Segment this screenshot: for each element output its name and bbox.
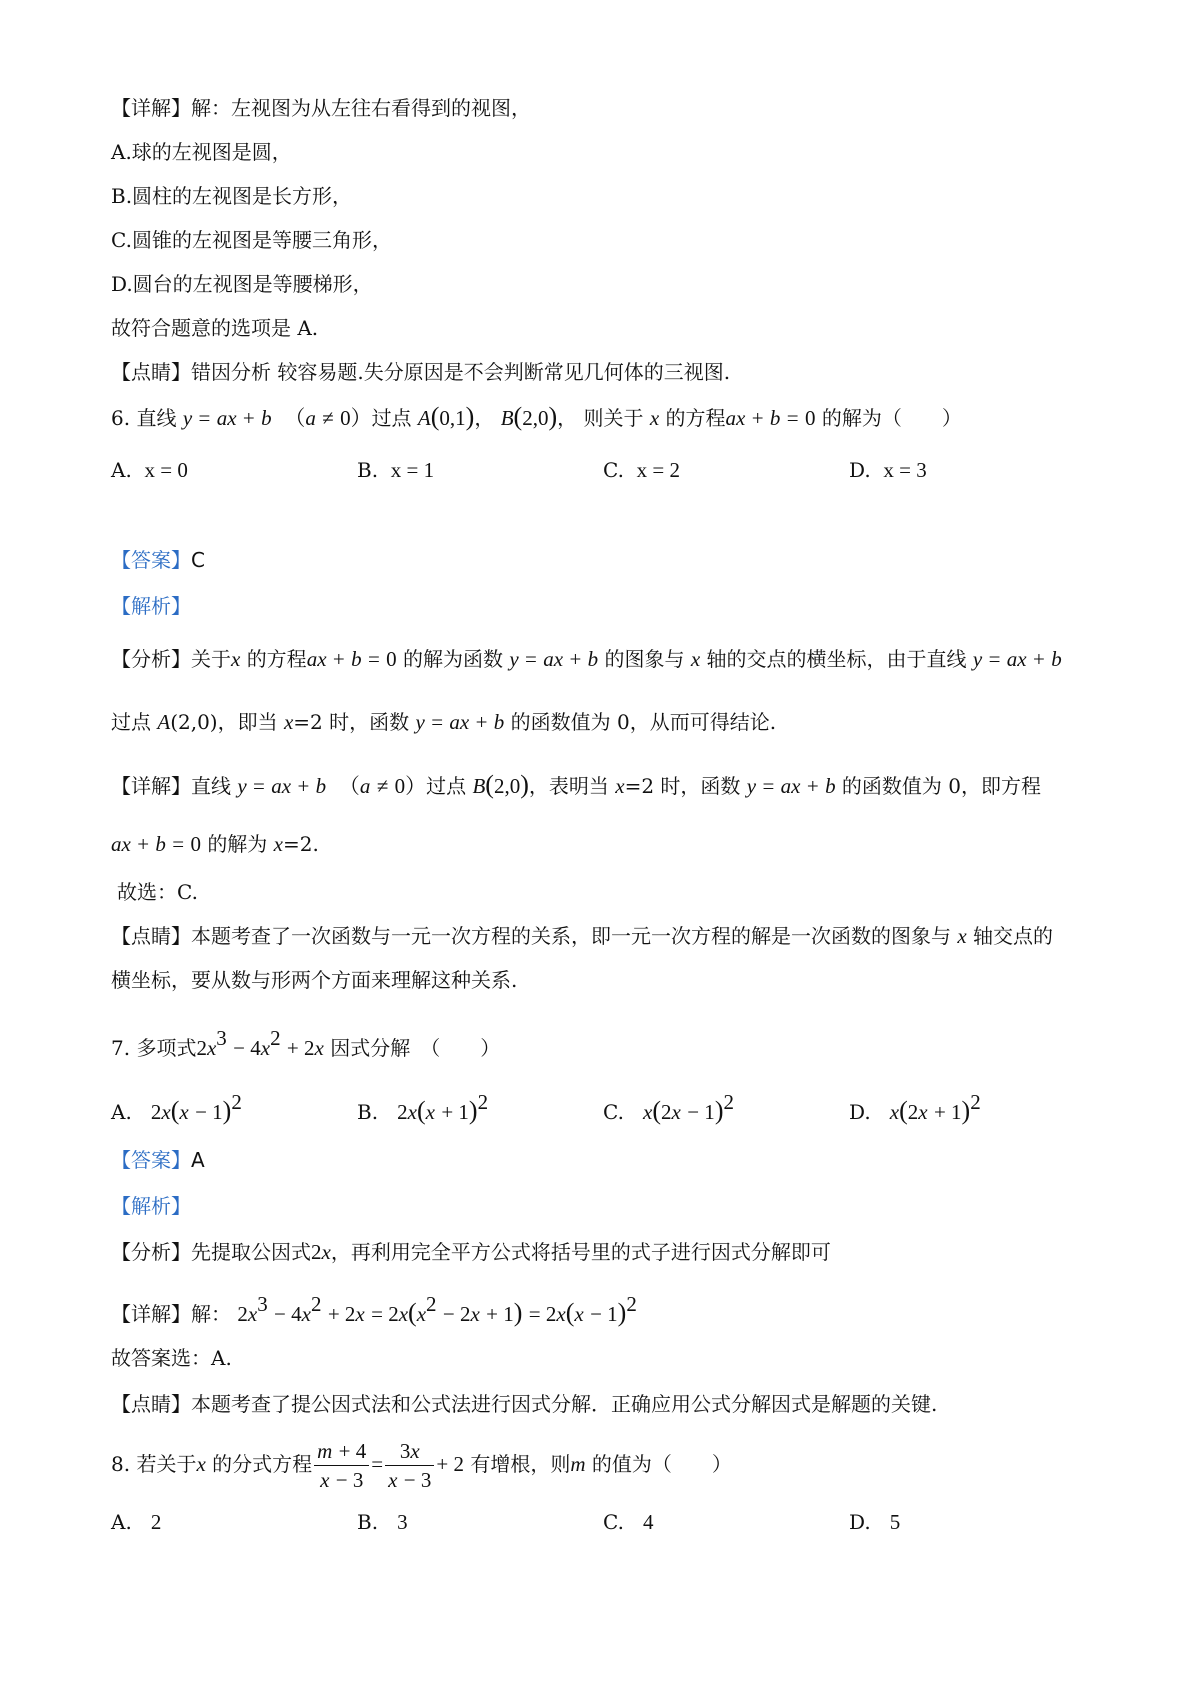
q7-answer: 【答案】A [111,1148,205,1172]
prev-comment: 【点睛】错因分析 较容易题.失分原因是不会判断常见几何体的三视图. [111,360,731,384]
q6-detail-line2: ax + b = 0 的解为 x=2. [111,832,319,856]
q8-option-a: A. 2 [111,1510,162,1534]
q6-stem: 6. 直线 y = ax + b （a ≠ 0）过点 A(0,1)， B(2,0)， 则关于 x 的方程ax + b = 0 的解为（ ） [111,402,962,431]
q7-analysis-label: 【解析】 [111,1194,191,1218]
q7-choose: 故答案选：A. [111,1346,232,1370]
q6-detail-line1: 【详解】直线 y = ax + b （a ≠ 0）过点 B(2,0)，表明当 x=2 时，函数 y = ax + b 的函数值为 0，即方程 [111,770,1042,799]
q7-option-c: C. $x(2x - 1)^2$ [603,1090,734,1125]
q8-option-c: C. 4 [603,1510,654,1534]
q8-fraction-left: $\frac{m + 4}{x - 3}$ [314,1438,369,1493]
q6-option-b: B. x = 1 [357,458,435,482]
q6-option-c: C. x = 2 [603,458,681,482]
q7-detail: 【详解】解： $2x^3 - 4x^2 + 2x = 2x(x^2 - 2x + 1) = 2x(x - 1)^2$ [111,1292,637,1327]
q6-analysis-line1: 【分析】关于x 的方程ax + b = 0 的解为函数 y = ax + b 的图象与 x 轴的交点的横坐标，由于直线 y = ax + b [111,647,1062,671]
q8-stem: 8. 若关于x 的分式方程 $\frac{m + 4}{x - 3}$ = $\frac{3x}{x - 3}$ + 2 有增根，则m 的值为（ ） [111,1439,732,1492]
q6-option-a: A. x = 0 [111,458,188,482]
q6-analysis-line2: 过点 A(2,0)，即当 x=2 时，函数 y = ax + b 的函数值为 0，从而可得结论. [111,710,777,734]
prev-conclusion: 故符合题意的选项是 A. [111,316,319,340]
q7-stem: 7. 多项式$2x^3 - 4x^2 + 2x$ 因式分解 （ ） [111,1026,501,1060]
prev-option-c: C.圆锥的左视图是等腰三角形， [111,228,392,252]
q7-option-a: A. $2x(x - 1)^2$ [111,1090,242,1125]
q6-analysis-label: 【解析】 [111,594,191,618]
q6-option-d: D. x = 3 [849,458,927,482]
q8-option-d: D. 5 [849,1510,901,1534]
prev-option-b: B.圆柱的左视图是长方形， [111,184,353,208]
q7-comment: 【点睛】本题考查了提公因式法和公式法进行因式分解．正确应用公式分解因式是解题的关键. [111,1392,938,1416]
q6-number: 6. [111,406,131,430]
q7-analysis: 【分析】先提取公因式2x，再利用完全平方公式将括号里的式子进行因式分解即可 [111,1240,831,1264]
q6-choose: 故选：C. [117,880,198,904]
prev-detail: 【详解】解：左视图为从左往右看得到的视图， [111,96,531,120]
q7-option-d: D. $x(2x + 1)^2$ [849,1090,981,1125]
q7-option-b: B. $2x(x + 1)^2$ [357,1090,489,1125]
prev-option-a: A.球的左视图是圆， [111,140,292,164]
q6-comment-line2: 横坐标，要从数与形两个方面来理解这种关系. [111,968,518,992]
q6-answer: 【答案】C [111,548,205,572]
q6-comment-line1: 【点睛】本题考查了一次函数与一元一次方程的关系，即一元一次方程的解是一次函数的图象与 x 轴交点的 [111,924,1054,948]
q8-option-b: B. 3 [357,1510,408,1534]
prev-option-d: D.圆台的左视图是等腰梯形， [111,272,373,296]
q8-fraction-right: $\frac{3x}{x - 3}$ [385,1438,434,1493]
